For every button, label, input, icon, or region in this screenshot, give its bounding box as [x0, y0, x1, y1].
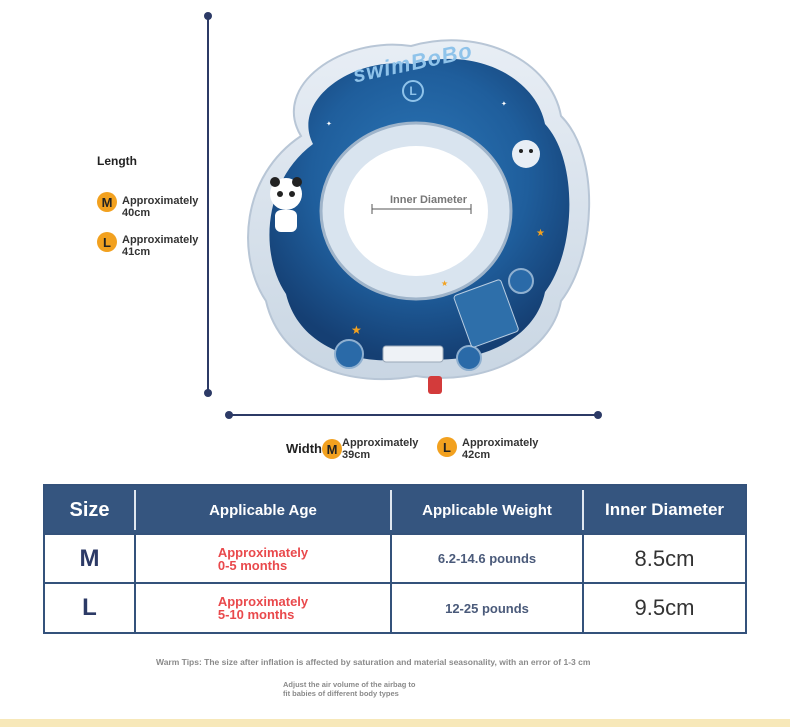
length-size-l-badge: L — [97, 232, 117, 252]
width-size-m-badge: M — [322, 439, 342, 459]
width-line-left-dot — [225, 411, 233, 419]
svg-text:✦: ✦ — [501, 101, 507, 108]
row-l-size: L — [82, 594, 97, 621]
width-size-m-value: Approximately 39cm — [342, 437, 419, 461]
bottom-accent-bar — [0, 719, 790, 727]
row-m-diameter: 8.5cm — [634, 545, 695, 571]
width-dimension-line — [229, 414, 599, 416]
row-m-size: M — [79, 544, 100, 572]
ring-size-mark: L — [402, 80, 424, 102]
svg-text:★: ★ — [441, 279, 449, 288]
row-l-age: Approximately 5-10 months — [217, 594, 309, 622]
size-table — [43, 484, 747, 634]
warm-tips-text: Warm Tips: The size after inflation is affected by saturation and material seasonality, with an error of 1-3 cm — [156, 657, 591, 667]
header-size: Size — [69, 498, 110, 521]
table-header-row — [45, 486, 745, 534]
length-size-l-value: Approximately 41cm — [122, 234, 199, 258]
header-applicable-age: Applicable Age — [209, 501, 317, 519]
row-m-weight: 6.2-14.6 pounds — [437, 551, 537, 566]
length-size-m-badge: M — [97, 192, 117, 212]
length-size-m-value: Approximately 40cm — [122, 195, 199, 219]
svg-text:★: ★ — [351, 323, 362, 337]
width-size-l-badge: L — [437, 437, 457, 457]
width-title: Width — [286, 441, 322, 456]
svg-text:✦: ✦ — [326, 121, 332, 128]
air-volume-tip: Adjust the air volume of the airbag to fit babies of different body types — [283, 680, 416, 698]
row-m-age: Approximately 0-5 months — [217, 544, 309, 573]
length-dimension-line — [207, 16, 209, 393]
length-title: Length — [97, 154, 137, 168]
length-line-top-dot — [204, 12, 212, 20]
inner-diameter-label: Inner Diameter — [390, 194, 468, 206]
length-line-bottom-dot — [204, 389, 212, 397]
header-applicable-weight: Applicable Weight — [422, 501, 552, 519]
row-l-weight: 12-25 pounds — [445, 600, 529, 616]
width-size-l-value: Approximately 42cm — [462, 437, 539, 461]
header-inner-diameter: Inner Diameter — [604, 500, 725, 519]
svg-text:★: ★ — [536, 228, 545, 239]
width-line-right-dot — [594, 411, 602, 419]
row-l-diameter: 9.5cm — [634, 595, 695, 620]
brand-logo-text: swimBoBo — [350, 37, 475, 88]
